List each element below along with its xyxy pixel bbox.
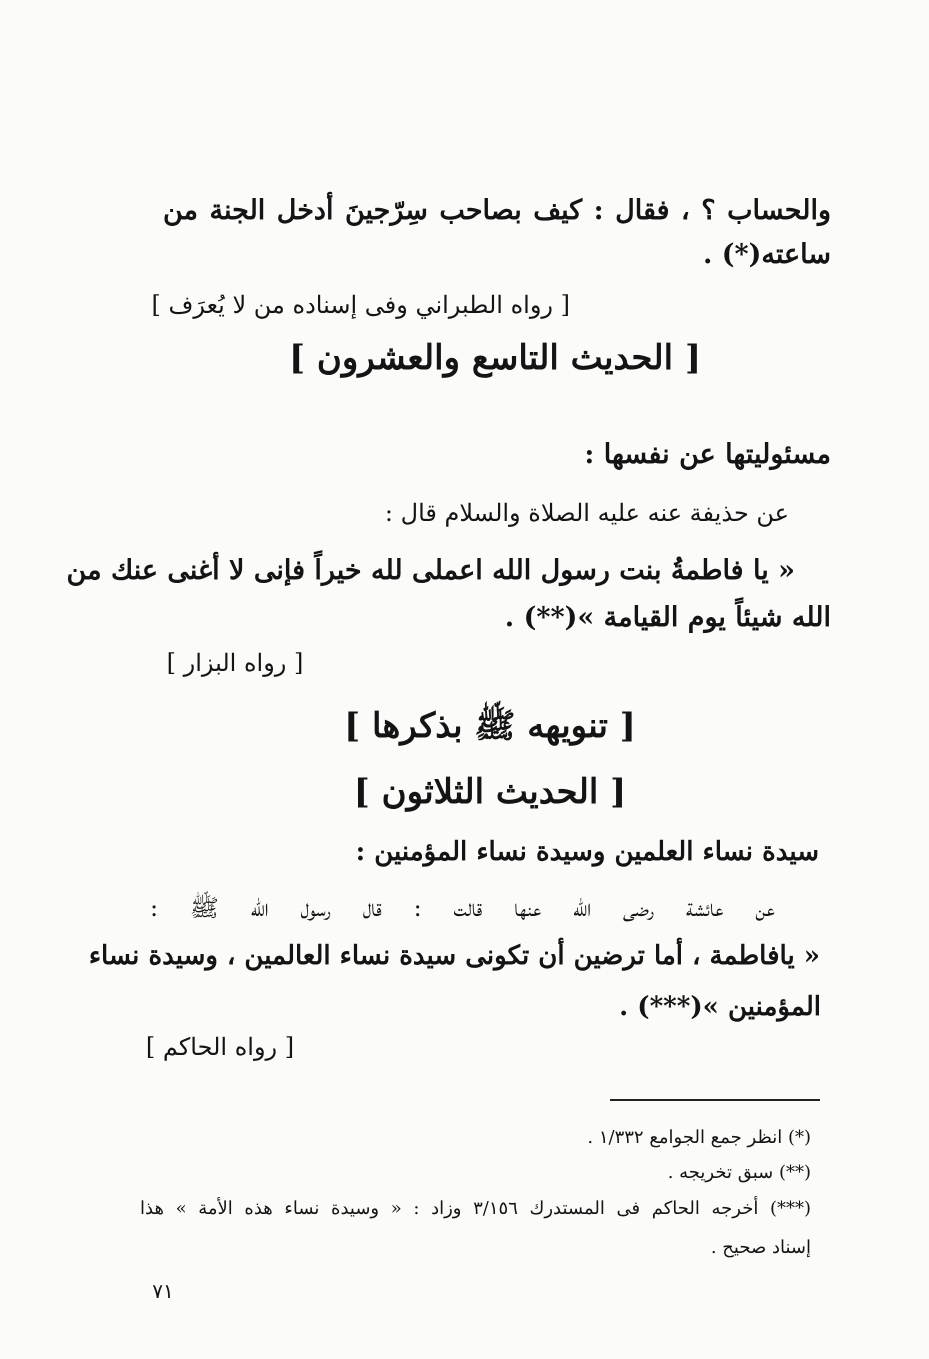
hadith-text-line: المؤمنين »(***) . bbox=[619, 992, 821, 1022]
footnote: (**) سبق تخريجه . bbox=[667, 1162, 811, 1183]
paragraph-line: ساعته(*) . bbox=[702, 239, 831, 270]
paragraph-line: والحساب ؟ ، فقال : كيف بصاحب سِرّجينَ أدخل الجنة من bbox=[163, 195, 831, 226]
isnad-line: عن عائشة رضى الله عنها قالت : قال رسول الله ﷺ : bbox=[150, 894, 775, 922]
footnote: (*) انظر جمع الجوامع ١/٣٣٢ . bbox=[587, 1127, 811, 1148]
footnote: (***) أخرجه الحاكم فى المستدرك ٣/١٥٦ وزاد : « وسيدة نساء هذه الأمة » هذا bbox=[140, 1198, 811, 1219]
page-number: ٧١ bbox=[152, 1279, 174, 1303]
isnad-line: عن حذيفة عنه عليه الصلاة والسلام قال : bbox=[384, 499, 789, 527]
hadith-source: [ رواه الحاكم ] bbox=[145, 1033, 295, 1061]
hadith-text-line: « يافاطمة ، أما ترضين أن تكونى سيدة نساء العالمين ، وسيدة نساء bbox=[88, 941, 820, 971]
hadith-text-line: « يا فاطمةُ بنت رسول الله اعملى لله خيراً فإنى لا أغنى عنك من bbox=[66, 555, 795, 586]
chapter-heading: [ تنويهه ﷺ بذكرها ] bbox=[344, 706, 636, 746]
hadith-heading: [ الحديث الثلاثون ] bbox=[353, 772, 627, 812]
hadith-source: [ رواه الطبراني وفى إسناده من لا يُعرَف ] bbox=[151, 291, 570, 319]
footnote: إسناد صحيح . bbox=[710, 1237, 811, 1258]
hadith-source: [ رواه البزار ] bbox=[166, 649, 304, 677]
footnote-separator bbox=[610, 1099, 820, 1101]
section-subheading: سيدة نساء العلمين وسيدة نساء المؤمنين : bbox=[355, 837, 819, 867]
hadith-text-line: الله شيئاً يوم القيامة »(**) . bbox=[504, 602, 831, 633]
section-subheading: مسئوليتها عن نفسها : bbox=[584, 439, 831, 470]
hadith-heading: [ الحديث التاسع والعشرون ] bbox=[288, 338, 702, 378]
